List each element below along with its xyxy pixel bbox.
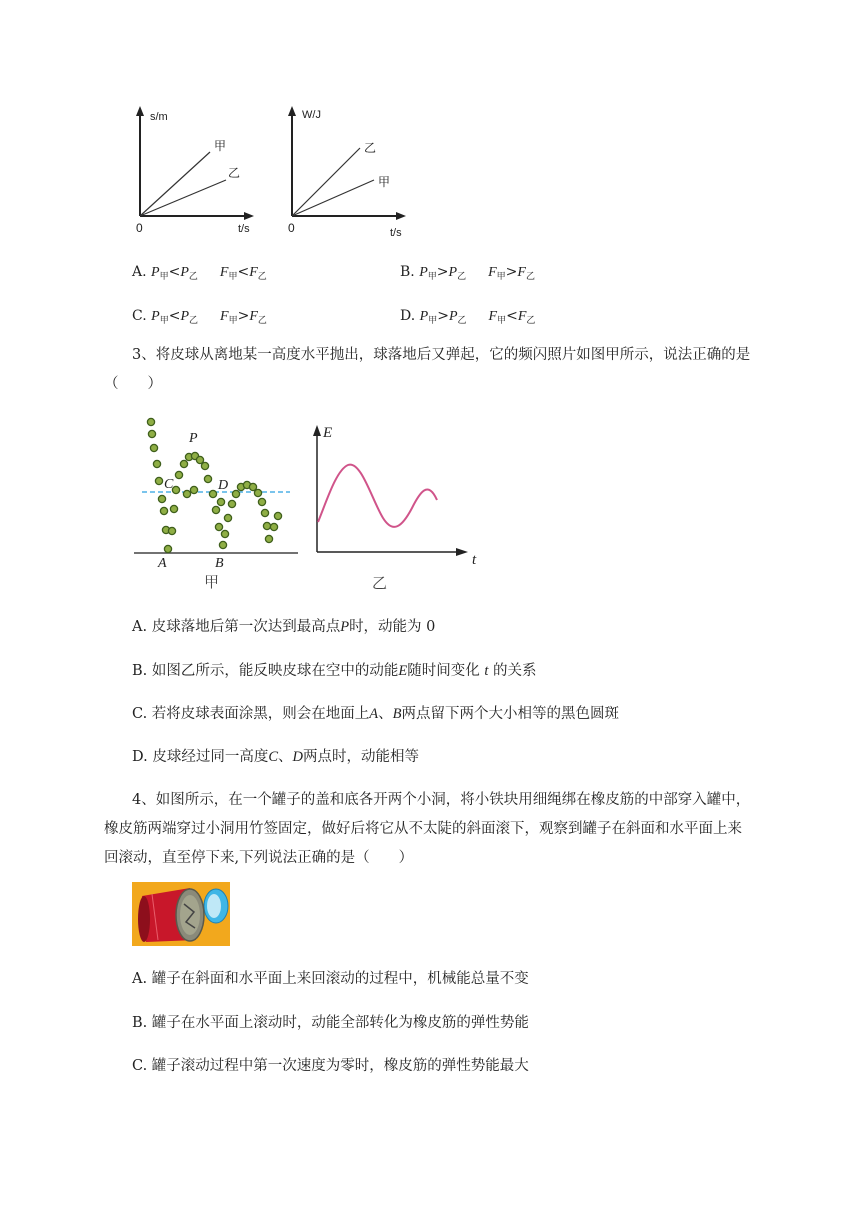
y-axis-label: E	[323, 425, 333, 441]
point-label-a: A	[158, 556, 167, 571]
q3-option-c[interactable]: C. 若将皮球表面涂黑，则会在地面上A、B两点留下两个大小相等的黑色圆斑	[132, 706, 620, 722]
line-label-yi: 乙	[228, 166, 241, 180]
graph-s-t	[118, 100, 268, 240]
graph-w-t	[270, 100, 420, 240]
point-label-d: D	[218, 478, 229, 493]
q4-stem: 4、如图所示，在一个罐子的盖和底各开两个小洞，将小铁块用细绳绑在橡皮筋的中部穿入罐中， 橡皮筋两端穿过小洞用竹签固定，做好后将它从不太陡的斜面滚下，观察到罐子在斜面和水平面上来 回滚动，直至停下来,下列说法正确的是（ ）	[104, 792, 751, 866]
q2-option-c[interactable]: C. $P_甲<P_乙$ $F_甲>F_乙$	[132, 308, 267, 326]
q3-option-d[interactable]: D. 皮球经过同一高度C、D两点时，动能相等	[132, 749, 419, 765]
origin-label: 0	[136, 221, 143, 235]
point-label-b: B	[215, 556, 224, 571]
q2-option-d[interactable]: D. $P_甲>P_乙$ $F_甲<F_乙$	[400, 308, 536, 326]
line-label-jia: 甲	[214, 139, 227, 153]
energy-curve	[318, 465, 437, 527]
origin-label: 0	[288, 221, 295, 235]
q2-option-a[interactable]: A. $P_甲<P_乙$ $F_甲<F_乙$	[132, 264, 267, 282]
bounce-photo-figure	[128, 412, 308, 598]
point-label-c: C	[164, 477, 174, 492]
q4-option-c[interactable]: C. 罐子滚动过程中第一次速度为零时，橡皮筋的弹性势能最大	[132, 1058, 529, 1074]
q2-option-b[interactable]: B. $P_甲>P_乙$ $F_甲>F_乙$	[400, 264, 535, 282]
figure-caption-jia: 甲	[204, 574, 220, 591]
y-axis-label: s/m	[150, 111, 168, 123]
q4-option-b[interactable]: B. 罐子在水平面上滚动时，动能全部转化为橡皮筋的弹性势能	[132, 1015, 529, 1031]
q3-option-b[interactable]: B. 如图乙所示，能反映皮球在空中的动能E随时间变化 t 的关系	[132, 663, 537, 679]
q4-option-a[interactable]: A. 罐子在斜面和水平面上来回滚动的过程中，机械能总量不变	[132, 971, 529, 987]
energy-time-graph	[306, 418, 486, 598]
rolling-can-photo	[132, 882, 230, 946]
figure-caption-yi: 乙	[372, 575, 388, 592]
line-label-yi: 乙	[364, 141, 377, 155]
q3-option-a[interactable]: A. 皮球落地后第一次达到最高点P时，动能为 0	[132, 619, 436, 635]
y-axis-label: W/J	[302, 109, 321, 121]
x-axis-label: t/s	[390, 227, 402, 239]
x-axis-label: t	[472, 552, 477, 568]
x-axis-label: t/s	[238, 223, 250, 235]
point-label-p: P	[189, 431, 198, 446]
q3-stem: 3、将皮球从离地某一高度水平抛出，球落地后又弹起，它的频闪照片如图甲所示，说法正确的是 （ ）	[104, 347, 751, 392]
line-label-jia: 甲	[378, 175, 391, 189]
